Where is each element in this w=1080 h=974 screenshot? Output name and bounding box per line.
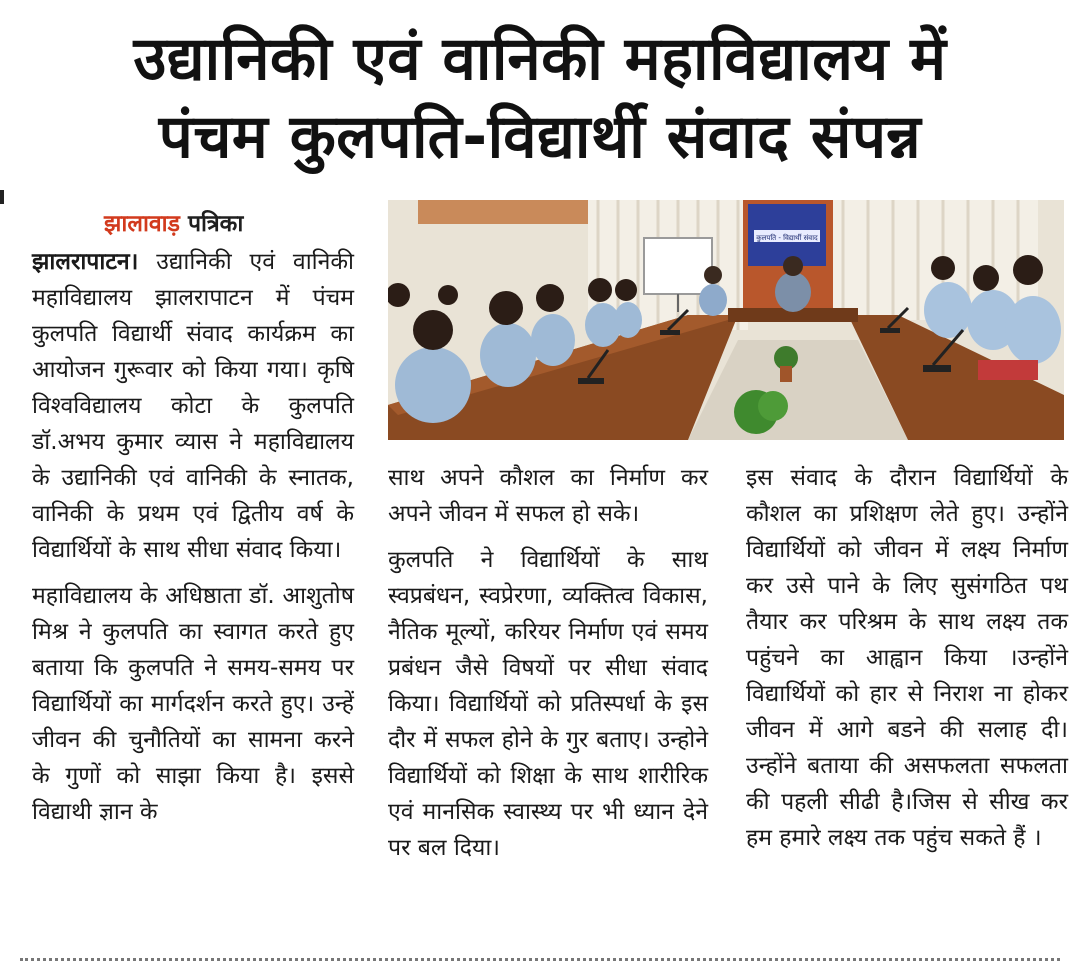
article-paragraph: महाविद्यालय के अधिष्ठाता डॉ. आशुतोष मिश्र ने कुलपति का स्वागत करते हुए बताया कि कुलपति ने समय-समय पर विद्यार्थियों का मार्गदर्शन करते हुए। उन्हें जीवन की चुनौतियों का सामना करने के गुणों को साझा किया है। इससे विद्याथी ज्ञान के [32,583,354,825]
byline [104,206,243,238]
byline-place: झालावाड़ [104,211,180,237]
article-column-3 [746,460,1068,866]
headline-line-2: पंचम कुलपति-विद्यार्थी संवाद संपन्न [158,102,922,172]
article-paragraph: साथ अपने कौशल का निर्माण कर अपने जीवन में सफल हो सके। [388,465,708,527]
article-paragraph: इस संवाद के दौरान विद्यार्थियों के कौशल का प्रशिक्षण लेते हुए। उन्होंने विद्यार्थियों को जीवन में लक्ष्य निर्माण कर उसे पाने के लिए सुसंगठित पथ तैयार कर परिश्रम के साथ लक्ष्य तक पहुंचने का आह्वान किया ।उन्होंने विद्यार्थियों को हार से निराश ना होकर जीवन में आगे बडने की सलाह दी। उन्होंने बताया की असफलता सफलता की पहली सीढी है।जिस से सीख कर हम हमारे लक्ष्य तक पहुंच सकते हैं । [746,465,1068,851]
photo-board-title: कुलपति - विद्यार्थी संवाद [756,234,818,242]
paragraph-text: उद्यानिकी एवं वानिकी महाविद्यालय झालरापाटन में पंचम कुलपति विद्यार्थी संवाद कार्यक्रम का आयोजन गुरूवार को किया गया। कृषि विश्वविद्यालय कोटा के कुलपति डॉ.अभय कुमार व्यास ने महाविद्यालय के उद्यानिकी एवं वानिकी के स्नातक, वानिकी के प्रथम एवं द्वितीय वर्ष के विद्यार्थियों के साथ सीधा संवाद किया। [32,249,354,563]
article-column-2 [388,460,708,876]
dateline: झालरापाटन। [32,249,139,275]
classroom-photo-illustration [388,200,1064,440]
bottom-dotted-rule [20,958,1060,961]
headline [0,20,1080,176]
article-paragraph: कुलपति ने विद्यार्थियों के साथ स्वप्रबंधन, स्वप्रेरणा, व्यक्तित्व विकास, नैतिक मूल्यों, करियर निर्माण एवं समय प्रबंधन जैसे विषयों पर सीधा संवाद किया। विद्यार्थियों को प्रतिस्पर्धा के इस दौर में सफल होने के गुर बताए। उन्होने विद्यार्थियों को शिक्षा के साथ शारीरिक एवं मानसिक स्वास्थ्य पर भी ध्यान देने पर बल दिया। [388,547,708,861]
byline-paper: पत्रिका [187,211,244,237]
article-column-1 [32,244,354,840]
article-paragraph [32,244,354,568]
column-marker [0,190,4,204]
news-photo [388,200,1064,440]
headline-line-1: उद्यानिकी एवं वानिकी महाविद्यालय में [133,24,947,94]
